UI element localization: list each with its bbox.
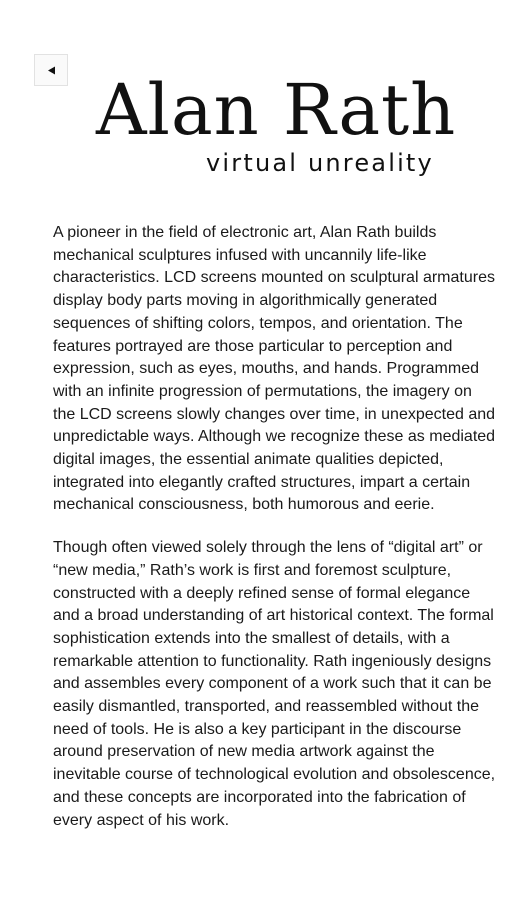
page-subtitle: virtual unreality <box>206 149 434 177</box>
article-paragraph: A pioneer in the field of electronic art, Alan Rath builds mechanical sculptures infused with uncannily life-like characteristics. LCD screens mounted on sculptural armatures display body parts moving in algorithmically generated sequences of shifting colors, tempos, and orientation. The features portrayed are those particular to perception and expression, such as eyes, mouths, and hands. Programmed with an infinite progression of permutations, the imagery on the LCD screens slowly changes over time, in unexpected and unpredictable ways. Although we recognize these as mediated digital images, the essential animate qualities depicted, integrated into elegantly crafted structures, impart a certain mechanical consciousness, both humorous and eerie. <box>53 224 496 514</box>
article-paragraph: Though often viewed solely through the lens of “digital art” or “new media,” Rath’s work is first and foremost sculpture, constructed with a deeply refined sense of formal elegance and a broad understanding of art historical context. The formal sophistication extends into the smallest of details, with a remarkable attention to functionality. Rath ingeniously designs and assembles every component of a work such that it can be easily dismantled, transported, and reassembled without the need of tools. He is also a key participant in the discourse around preservation of new media artwork against the inevitable course of technological evolution and obsolescence, and these concepts are incorporated into the fabrication of every aspect of his work. <box>53 539 496 829</box>
page-title: Alan Rath <box>96 69 457 151</box>
left-triangle-icon <box>47 66 56 75</box>
back-button[interactable] <box>34 54 68 86</box>
article-body <box>53 222 497 852</box>
